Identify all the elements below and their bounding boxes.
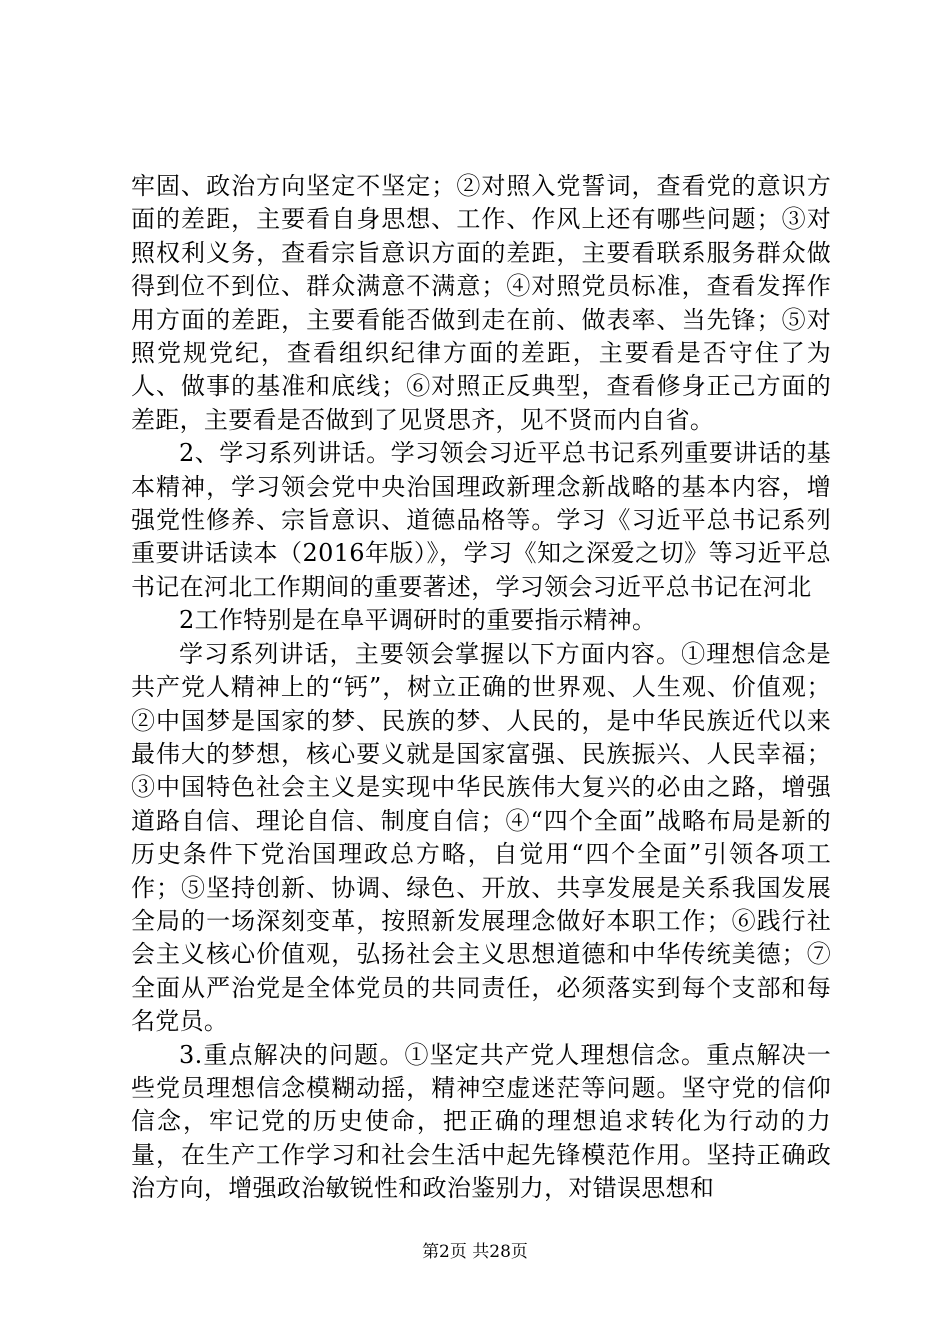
page-footer: 第2页 共28页 [422,1242,528,1262]
document-body [131,170,831,1206]
paragraph-key-problems: 3.重点解决的问题。①坚定共产党人理想信念。重点解决一些党员理想信念模糊动摇，精神空虚迷茫等问题。坚守党的信仰信念，牢记党的历史使命，把正确的理想追求转化为行动的力量，在生产工作学习和社会生活中起先锋模范作用。坚持正确政治方向，增强政治敏锐性和政治鉴别力，对错误思想和 [131,1040,831,1203]
paragraph-study-speeches: 2、学习系列讲话。学习领会习近平总书记系列重要讲话的基本精神，学习领会党中央治国理政新理念新战略的基本内容，增强党性修养、宗旨意识、道德品格等。学习《习近平总书记系列重要讲话读本（2016年版）》，学习《知之深爱之切》等习近平总书记在河北工作期间的重要著述，学习领会习近平总书记在河北 [131,439,831,601]
paragraph-continuation: 牢固、政治方向坚定不坚定；②对照入党誓词，查看党的意识方面的差距，主要看自身思想、工作、作风上还有哪些问题；③对照权利义务，查看宗旨意识方面的差距，主要看联系服务群众做得到位不到位、群众满意不满意；④对照党员标准，查看发挥作用方面的差距，主要看能否做到走在前、做表率、当先锋；⑤对照党规党纪，查看组织纪律方面的差距，主要看是否守住了为人、做事的基准和底线；⑥对照正反典型，查看修身正己方面的差距，主要看是否做到了见贤思齐，见不贤而内自省。 [131,172,831,434]
paragraph-fuping-instructions: 2工作特别是在阜平调研时的重要指示精神。 [179,606,657,635]
paragraph-key-content: 学习系列讲话，主要领会掌握以下方面内容。①理想信念是共产党人精神上的“钙”，树立正确的世界观、人生观、价值观；②中国梦是国家的梦、民族的梦、人民的，是中华民族近代以来最伟大的梦想，核心要义就是国家富强、民族振兴、人民幸福；③中国特色社会主义是实现中华民族伟大复兴的必由之路，增强道路自信、理论自信、制度自信；④“四个全面”战略布局是新的历史条件下党治国理政总方略，自觉用“四个全面”引领各项工作；⑤坚持创新、协调、绿色、开放、共享发展是关系我国发展全局的一场深刻变革，按照新发展理念做好本职工作；⑥践行社会主义核心价值观，弘扬社会主义思想道德和中华传统美德；⑦全面从严治党是全体党员的共同责任，必须落实到每个支部和每名党员。 [131,639,831,1036]
